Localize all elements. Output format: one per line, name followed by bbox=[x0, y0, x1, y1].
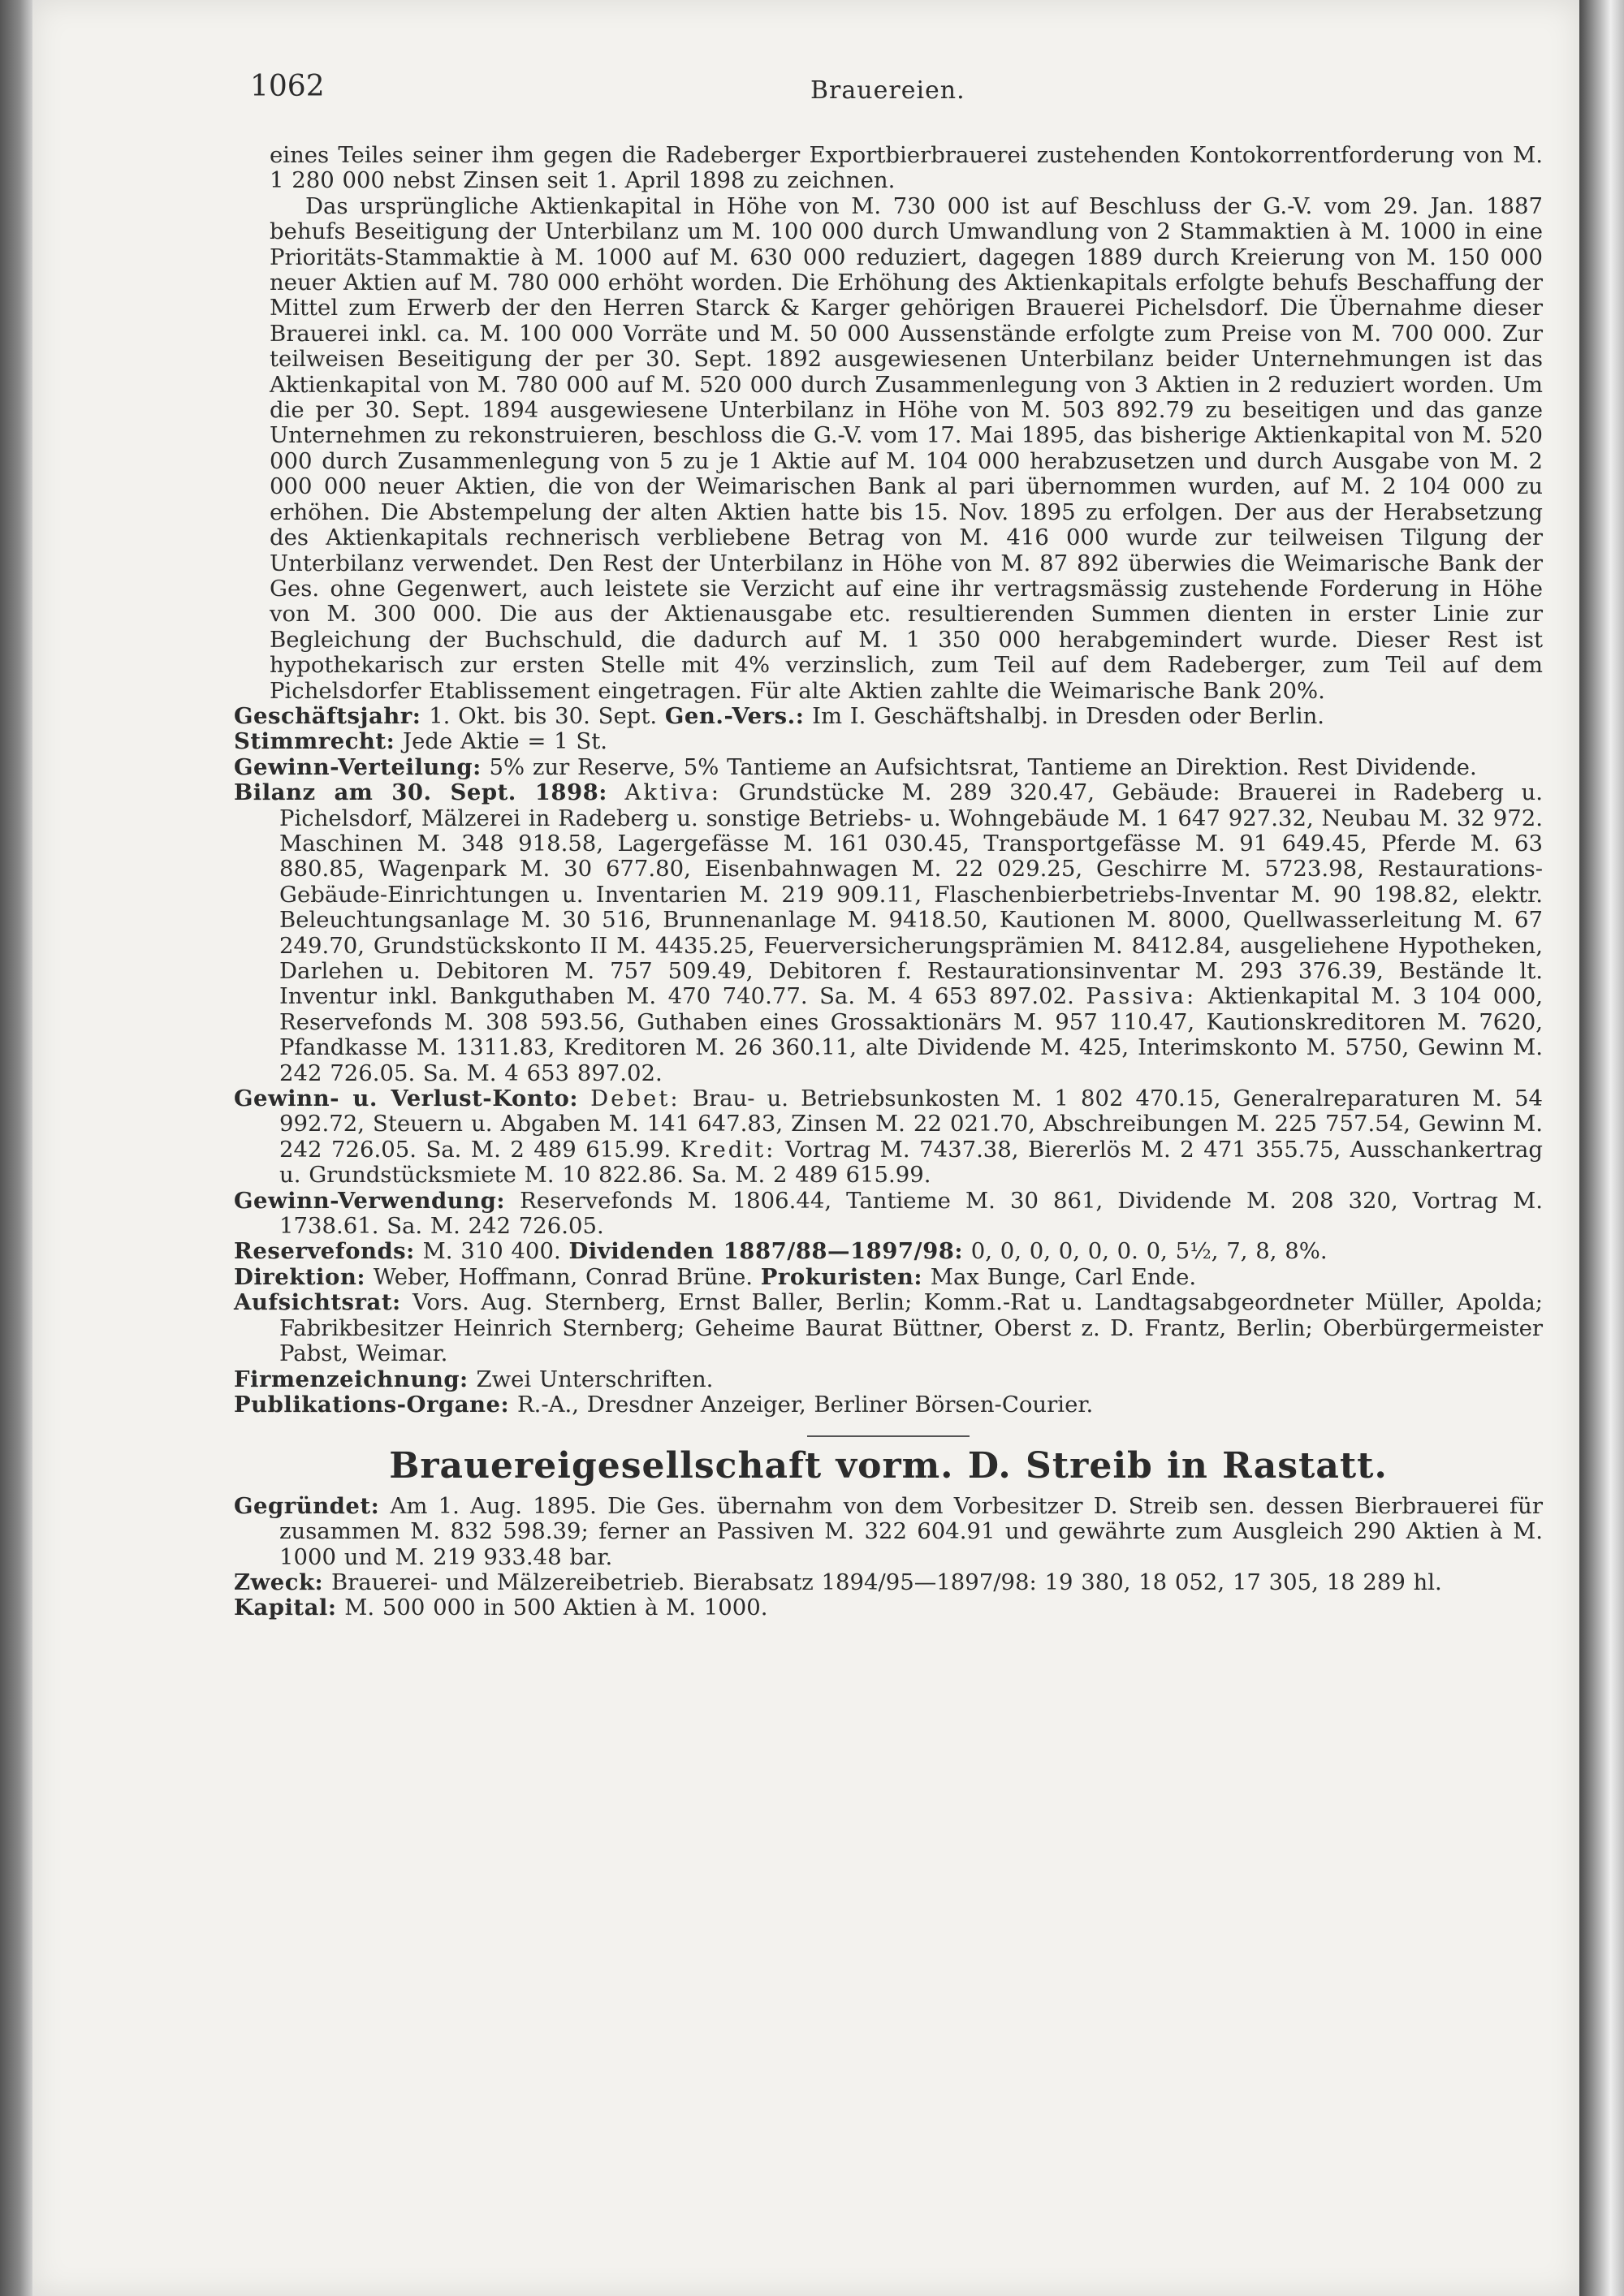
value-passiva: Aktienkapital M. 3 104 000, Reservefonds M. 308 593.56, Guthaben eines Grossaktionärs M. 957 110.47, Kautionskreditoren M. 7620, Pfandkasse M. 1311.83, Kreditoren M. 26 360.11, alte Dividende M. 425, Interimskonto M. 5750, Gewinn M. 242 726.05. Sa. M. 4 653 897.02. bbox=[279, 983, 1543, 1086]
entry-geschaeftsjahr bbox=[234, 704, 1543, 729]
entry-publikations-organe bbox=[234, 1392, 1543, 1418]
label-direktion: Direktion: bbox=[234, 1263, 365, 1290]
entry-stimmrecht bbox=[234, 729, 1543, 754]
label-debet: Debet: bbox=[590, 1085, 680, 1112]
label-publikations: Publikations-Organe: bbox=[234, 1391, 510, 1418]
label-firmenzeichnung: Firmenzeichnung: bbox=[234, 1366, 469, 1392]
label-gegruendet: Gegründet: bbox=[234, 1492, 380, 1519]
value-prokuristen: Max Bunge, Carl Ende. bbox=[930, 1263, 1197, 1290]
entry-aufsichtsrat bbox=[234, 1290, 1543, 1366]
entry-reservefonds bbox=[234, 1239, 1543, 1264]
value-firmenzeichnung: Zwei Unterschriften. bbox=[476, 1366, 714, 1392]
entry-zweck bbox=[234, 1570, 1543, 1595]
label-aktiva: Aktiva: bbox=[624, 779, 722, 806]
page-number: 1062 bbox=[250, 70, 325, 103]
label-kredit: Kredit: bbox=[680, 1136, 776, 1163]
scan-left-edge bbox=[0, 0, 32, 2296]
company-title: Brauereigesellschaft vorm. D. Streib in Rastatt. bbox=[389, 1445, 1388, 1487]
value-direktion: Weber, Hoffmann, Conrad Brüne. bbox=[373, 1263, 753, 1290]
entry-gewinn-verlust-konto bbox=[234, 1086, 1543, 1189]
paragraph-capital-history: Das ursprüngliche Aktienkapital in Höhe von M. 730 000 ist auf Beschluss der G.-V. vom 29. Jan. 1887 behufs Beseitigung der Unterbilanz um M. 100 000 durch Umwandlung von 2 Stammaktien à M. 1000 in eine Prioritäts-Stammaktie à M. 1000 auf M. 630 000 reduziert, dagegen 1889 durch Kreierung von M. 150 000 neuer Aktien auf M. 780 000 erhöht worden. Die Erhöhung des Aktienkapitals erfolgte behufs Beschaffung der Mittel zum Erwerb der den Herren Starck & Karger gehörigen Brauerei Pichelsdorf. Die Übernahme dieser Brauerei inkl. ca. M. 100 000 Vorräte und M. 50 000 Aussenstände erfolgte zum Preise von M. 700 000. Zur teilweisen Beseitigung der per 30. Sept. 1892 ausgewiesenen Unterbilanz beider Unternehmungen ist das Aktienkapital von M. 780 000 auf M. 520 000 durch Zusammenlegung von 3 Aktien in 2 reduziert worden. Um die per 30. Sept. 1894 ausgewiesene Unterbilanz in Höhe von M. 503 892.79 zu beseitigen und das ganze Unternehmen zu rekonstruieren, beschloss die G.-V. vom 17. Mai 1895, das bisherige Aktienkapital von M. 520 000 durch Zusammenlegung von 5 zu je 1 Aktie auf M. 104 000 herabzusetzen und durch Ausgabe von M. 2 000 000 neuer Aktien, die von der Weimarischen Bank al pari übernommen wurden, auf M. 2 104 000 zu erhöhen. Die Abstempelung der alten Aktien hatte bis 15. Nov. 1895 zu erfolgen. Der aus der Herabsetzung des Aktienkapitals rechnerisch verbliebene Betrag von M. 416 000 wurde zur teilweisen Tilgung der Unterbilanz verwendet. Den Rest der Unterbilanz in Höhe von M. 87 892 überwies die Weimarische Bank der Ges. ohne Gegenwert, auch leistete sie Verzicht auf eine ihr vertragsmässig zustehende Forderung in Höhe von M. 300 000. Die aus der Aktienausgabe etc. resultierenden Summen dienten in erster Linie zur Begleichung der Buchschuld, die dadurch auf M. 1 350 000 herabgemindert wurde. Dieser Rest ist hypothekarisch zur ersten Stelle mit 4% verzinslich, zum Teil auf dem Radeberger, zum Teil auf dem Pichelsdorfer Etablissement eingetragen. Für alte Aktien zahlte die Weimarische Bank 20%. bbox=[270, 192, 1543, 704]
label-dividenden: Dividenden 1887/88—1897/98: bbox=[568, 1238, 964, 1265]
entry-firmenzeichnung bbox=[234, 1367, 1543, 1392]
entry-gewinn-verwendung bbox=[234, 1189, 1543, 1240]
value-debet: Brau- u. Betriebsunkosten M. 1 802 470.15, Generalreparaturen M. 54 992.72, Steuern u. Abgaben M. 141 647.83, Zinsen M. 22 021.70, Abschreibungen M. 225 757.54, Gewinn M. 242 726.05. Sa. M. 2 489 615.99. bbox=[279, 1085, 1543, 1163]
document-page bbox=[32, 0, 1579, 2296]
value-dividenden: 0, 0, 0, 0, 0, 0. 0, 5½, 7, 8, 8%. bbox=[970, 1238, 1328, 1265]
label-kapital: Kapital: bbox=[234, 1595, 337, 1621]
value-gewinn-verwendung: Reservefonds M. 1806.44, Tantieme M. 30 861, Dividende M. 208 320, Vortrag M. 1738.61. Sa. M. 242 726.05. bbox=[279, 1187, 1543, 1240]
entry-gewinn-verteilung bbox=[234, 755, 1543, 780]
label-aufsichtsrat: Aufsichtsrat: bbox=[234, 1289, 401, 1316]
entry-bilanz bbox=[234, 780, 1543, 1086]
label-genvers: Gen.-Vers.: bbox=[664, 702, 805, 729]
value-gewinn-verteilung: 5% zur Reserve, 5% Tantieme an Aufsichtsrat, Tantieme an Direktion. Rest Dividende. bbox=[489, 753, 1477, 780]
value-genvers: Im I. Geschäftshalbj. in Dresden oder Berlin. bbox=[812, 702, 1325, 729]
value-publikations: R.-A., Dresdner Anzeiger, Berliner Börsen-Courier. bbox=[516, 1391, 1094, 1418]
label-stimmrecht: Stimmrecht: bbox=[234, 728, 395, 755]
entry-kapital bbox=[234, 1595, 1543, 1621]
label-zweck: Zweck: bbox=[234, 1569, 324, 1595]
section-divider bbox=[807, 1435, 970, 1437]
value-geschaeftsjahr: 1. Okt. bis 30. Sept. bbox=[429, 702, 658, 729]
label-bilanz: Bilanz am 30. Sept. 1898: bbox=[234, 779, 607, 806]
label-prokuristen: Prokuristen: bbox=[760, 1263, 923, 1290]
value-aktiva: Grundstücke M. 289 320.47, Gebäude: Brauerei in Radeberg u. Pichelsdorf, Mälzerei in Radeberg u. sonstige Betriebs- u. Wohngebäude M. 1 647 927.32, Neubau M. 32 972. Maschinen M. 348 918.58, Lagergefässe M. 161 030.45, Transportgefässe M. 91 649.45, Pferde M. 63 880.85, Wagenpark M. 30 677.80, Eisenbahnwagen M. 22 029.25, Geschirre M. 5723.98, Restaurations-Gebäude-Einrichtungen u. Inventarien M. 219 909.11, Flaschenbierbetriebs-Inventar M. 90 198.82, elektr. Beleuchtungsanlage M. 30 516, Brunnenanlage M. 9418.50, Kautionen M. 8000, Quellwasserleitung M. 67 249.70, Grundstückskonto II M. 4435.25, Feuerversicherungsprämien M. 8412.84, ausgeliehene Hypotheken, Darlehen u. Debitoren M. 757 509.49, Debitoren f. Restaurationsinventar M. 293 376.39, Bestände lt. Inventur inkl. Bankguthaben M. 470 740.77. Sa. M. 4 653 897.02. bbox=[279, 779, 1543, 1010]
label-geschaeftsjahr: Geschäftsjahr: bbox=[234, 702, 421, 729]
text-column bbox=[234, 143, 1543, 1621]
value-kredit: Vortrag M. 7437.38, Biererlös M. 2 471 355.75, Ausschankertrag u. Grundstücksmiete M. 10 822.86. Sa. M. 2 489 615.99. bbox=[279, 1136, 1543, 1189]
page-header bbox=[32, 70, 1579, 110]
entry-direktion bbox=[234, 1265, 1543, 1290]
paragraph-continuation: eines Teiles seiner ihm gegen die Radeberger Exportbierbrauerei zustehenden Kontokorrentforderung von M. 1 280 000 nebst Zinsen seit 1. April 1898 zu zeichnen. bbox=[270, 142, 1543, 194]
label-gewinn-verwendung: Gewinn-Verwendung: bbox=[234, 1187, 506, 1214]
label-guv: Gewinn- u. Verlust-Konto: bbox=[234, 1085, 579, 1112]
value-kapital: M. 500 000 in 500 Aktien à M. 1000. bbox=[344, 1595, 768, 1621]
value-aufsichtsrat: Vors. Aug. Sternberg, Ernst Baller, Berlin; Komm.-Rat u. Landtagsabgeordneter Müller, Apolda; Fabrikbesitzer Heinrich Sternberg; Geheime Baurat Büttner, Oberst z. D. Frantz, Berlin; Oberbürgermeister Pabst, Weimar. bbox=[279, 1289, 1543, 1367]
value-zweck: Brauerei- und Mälzereibetrieb. Bierabsatz 1894/95—1897/98: 19 380, 18 052, 17 305, 18 289 hl. bbox=[330, 1569, 1442, 1595]
value-stimmrecht: Jede Aktie = 1 St. bbox=[403, 728, 608, 755]
entry-gegruendet bbox=[234, 1494, 1543, 1570]
label-reservefonds: Reservefonds: bbox=[234, 1238, 415, 1265]
label-gewinn-verteilung: Gewinn-Verteilung: bbox=[234, 753, 482, 780]
running-title: Brauereien. bbox=[810, 76, 965, 105]
value-gegruendet: Am 1. Aug. 1895. Die Ges. übernahm von dem Vorbesitzer D. Streib sen. dessen Bierbrauerei für zusammen M. 832 598.39; ferner an Passiven M. 322 604.91 und gewährte zum Ausgleich 290 Aktien à M. 1000 und M. 219 933.48 bar. bbox=[279, 1492, 1544, 1570]
label-passiva: Passiva: bbox=[1086, 983, 1197, 1010]
scan-right-edge bbox=[1579, 0, 1624, 2296]
value-reservefonds: M. 310 400. bbox=[422, 1238, 561, 1265]
